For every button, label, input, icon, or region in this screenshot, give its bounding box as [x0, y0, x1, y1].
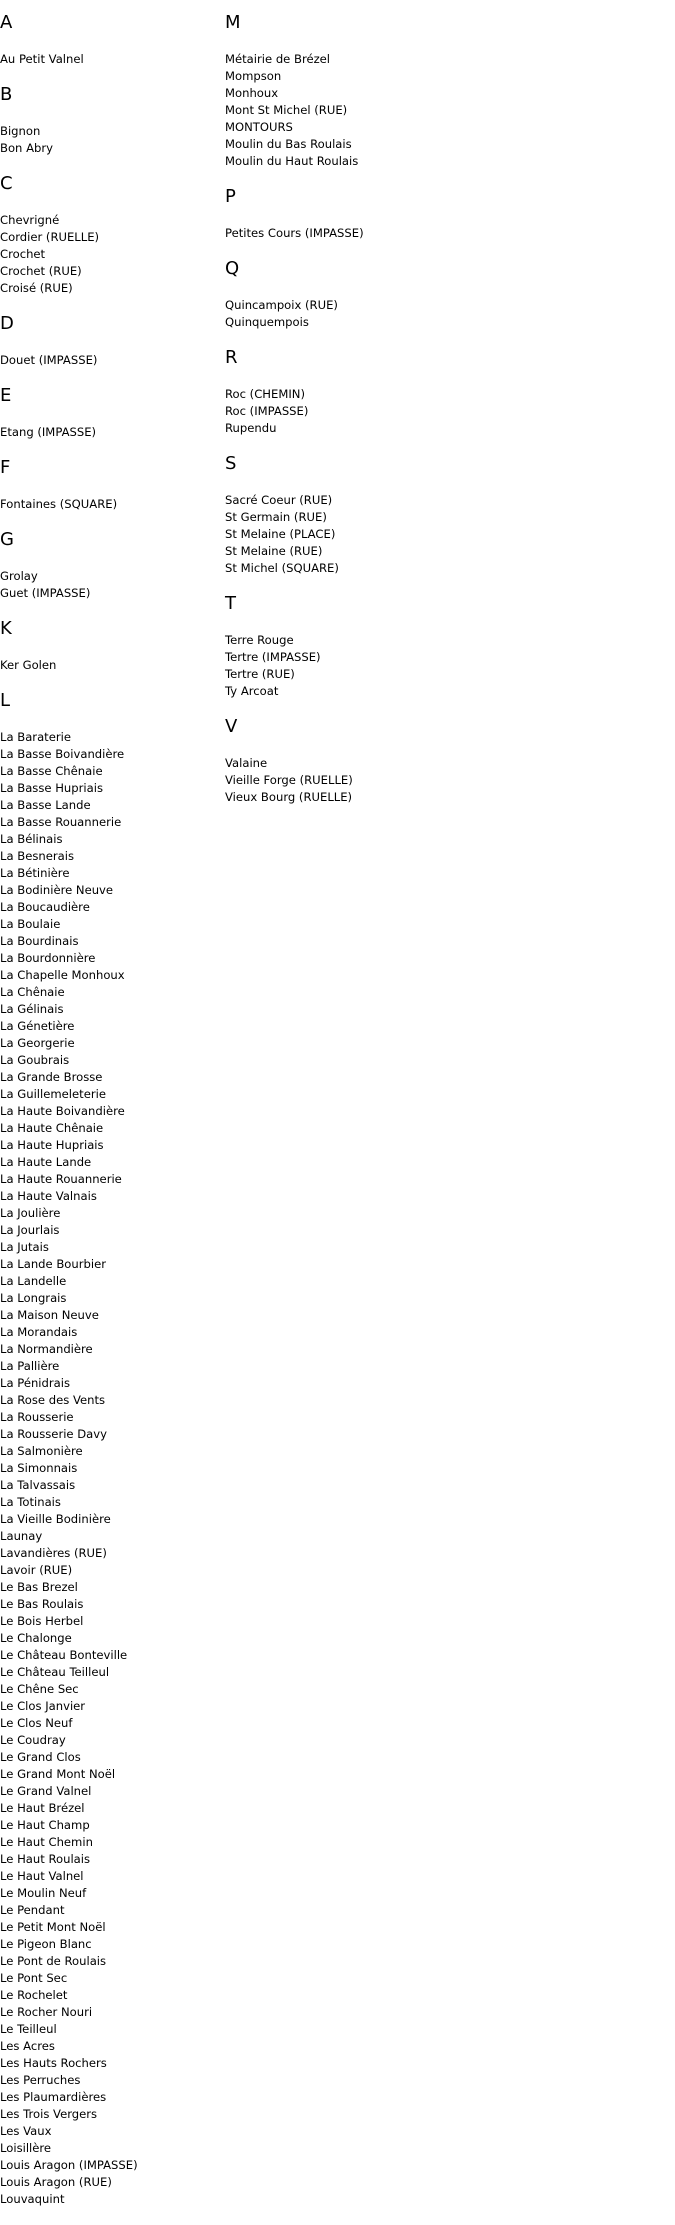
street-link[interactable]: La Basse Lande: [0, 798, 91, 812]
street-link[interactable]: Rupendu: [225, 421, 277, 435]
street-link[interactable]: La Salmonière: [0, 1444, 83, 1458]
street-link[interactable]: Sacré Coeur (RUE): [225, 493, 333, 507]
street-link[interactable]: La Haute Hupriais: [0, 1138, 104, 1152]
street-link[interactable]: La Haute Chênaie: [0, 1121, 104, 1135]
street-link[interactable]: Terre Rouge: [225, 633, 294, 647]
letter-heading: B: [0, 84, 13, 105]
street-link[interactable]: La Guillemeleterie: [0, 1087, 106, 1101]
letter-group-f: [0, 458, 225, 513]
street-link[interactable]: Vieille Forge (RUELLE): [225, 773, 353, 787]
street-link[interactable]: Crochet (RUE): [0, 264, 82, 278]
street-link[interactable]: La Basse Hupriais: [0, 781, 103, 795]
letter-group-m: [225, 13, 555, 170]
street-link[interactable]: La Joulière: [0, 1206, 61, 1220]
street-link[interactable]: Ty Arcoat: [225, 684, 279, 698]
street-link[interactable]: Le Moulin Neuf: [0, 1886, 87, 1900]
letter-group-p: [225, 187, 555, 242]
street-link[interactable]: Les Hauts Rochers: [0, 2056, 107, 2070]
street-link[interactable]: Le Haut Brézel: [0, 1801, 85, 1815]
street-link[interactable]: Les Perruches: [0, 2073, 81, 2087]
street-link[interactable]: La Longrais: [0, 1291, 67, 1305]
street-link[interactable]: Le Pendant: [0, 1903, 65, 1917]
letter-group-r: [225, 348, 555, 437]
street-link[interactable]: Le Chêne Sec: [0, 1682, 79, 1696]
street-link[interactable]: La Rose des Vents: [0, 1393, 106, 1407]
letter-heading: K: [0, 618, 12, 639]
street-link[interactable]: Louis Aragon (RUE): [0, 2175, 112, 2189]
street-link[interactable]: La Landelle: [0, 1274, 67, 1288]
street-link[interactable]: La Chênaie: [0, 985, 65, 999]
street-link[interactable]: Vieux Bourg (RUELLE): [225, 790, 353, 804]
street-link[interactable]: Chevrigné: [0, 213, 60, 227]
street-link[interactable]: La Talvassais: [0, 1478, 76, 1492]
letter-group-c: [0, 174, 225, 297]
street-link[interactable]: Le Pigeon Blanc: [0, 1937, 92, 1951]
street-link[interactable]: Guet (IMPASSE): [0, 586, 91, 600]
letter-group-s: [225, 454, 555, 577]
street-link[interactable]: La Rousserie: [0, 1410, 74, 1424]
street-link[interactable]: Le Grand Clos: [0, 1750, 81, 1764]
letter-group-t: [225, 594, 555, 700]
street-link[interactable]: Le Château Teilleul: [0, 1665, 110, 1679]
street-link[interactable]: Croisé (RUE): [0, 281, 73, 295]
letter-group-d: [0, 314, 225, 369]
letter-heading: E: [0, 385, 12, 406]
street-link[interactable]: Le Coudray: [0, 1733, 66, 1747]
street-link[interactable]: La Bélinais: [0, 832, 63, 846]
street-link[interactable]: Etang (IMPASSE): [0, 425, 97, 439]
street-link[interactable]: Valaine: [225, 756, 268, 770]
street-link[interactable]: La Haute Boivandière: [0, 1104, 125, 1118]
street-link[interactable]: Lavoir (RUE): [0, 1563, 73, 1577]
street-link[interactable]: Métairie de Brézel: [225, 52, 331, 66]
street-link[interactable]: La Besnerais: [0, 849, 74, 863]
street-link[interactable]: La Normandière: [0, 1342, 93, 1356]
left-column: [0, 0, 225, 2208]
street-link[interactable]: Le Grand Mont Noël: [0, 1767, 116, 1781]
street-link[interactable]: Fontaines (SQUARE): [0, 497, 118, 511]
street-link[interactable]: La Baraterie: [0, 730, 71, 744]
street-link[interactable]: Le Clos Janvier: [0, 1699, 86, 1713]
street-link[interactable]: Le Rochelet: [0, 1988, 68, 2002]
street-link[interactable]: Grolay: [0, 569, 38, 583]
street-link[interactable]: La Pénidrais: [0, 1376, 71, 1390]
street-link[interactable]: La Lande Bourbier: [0, 1257, 106, 1271]
street-link[interactable]: St Germain (RUE): [225, 510, 327, 524]
street-link[interactable]: Loisillère: [0, 2141, 52, 2155]
street-link[interactable]: La Bétinière: [0, 866, 70, 880]
street-link[interactable]: La Basse Chênaie: [0, 764, 103, 778]
street-link[interactable]: Cordier (RUELLE): [0, 230, 100, 244]
street-link[interactable]: La Bourdinais: [0, 934, 79, 948]
street-link[interactable]: La Jutais: [0, 1240, 49, 1254]
street-link[interactable]: La Haute Lande: [0, 1155, 92, 1169]
street-link[interactable]: La Grande Brosse: [0, 1070, 103, 1084]
street-link[interactable]: Le Haut Valnel: [0, 1869, 84, 1883]
letter-heading: M: [225, 12, 241, 33]
street-link[interactable]: Moulin du Haut Roulais: [225, 154, 359, 168]
street-link[interactable]: Le Chalonge: [0, 1631, 72, 1645]
street-link[interactable]: La Bourdonnière: [0, 951, 96, 965]
street-link[interactable]: La Totinais: [0, 1495, 61, 1509]
street-link[interactable]: La Basse Rouannerie: [0, 815, 122, 829]
street-link[interactable]: MONTOURS: [225, 120, 293, 134]
letter-group-g: [0, 530, 225, 602]
street-link[interactable]: La Bodinière Neuve: [0, 883, 114, 897]
letter-group-k: [0, 619, 225, 674]
letter-heading: F: [0, 457, 11, 478]
letter-heading: G: [0, 529, 14, 550]
street-link[interactable]: Le Haut Champ: [0, 1818, 90, 1832]
street-link[interactable]: La Chapelle Monhoux: [0, 968, 125, 982]
street-link[interactable]: La Basse Boivandière: [0, 747, 125, 761]
street-link[interactable]: La Georgerie: [0, 1036, 75, 1050]
letter-heading: P: [225, 186, 236, 207]
street-link[interactable]: Les Vaux: [0, 2124, 52, 2138]
street-link[interactable]: La Jourlais: [0, 1223, 60, 1237]
street-link[interactable]: La Maison Neuve: [0, 1308, 99, 1322]
letter-heading: Q: [225, 258, 240, 279]
street-link[interactable]: La Boulaie: [0, 917, 61, 931]
letter-group-q: [225, 259, 555, 331]
street-link[interactable]: La Gélinais: [0, 1002, 64, 1016]
street-link[interactable]: Tertre (IMPASSE): [225, 650, 321, 664]
street-link[interactable]: La Vieille Bodinière: [0, 1512, 111, 1526]
street-link[interactable]: Le Pont de Roulais: [0, 1954, 107, 1968]
street-link[interactable]: Le Bois Herbel: [0, 1614, 84, 1628]
street-link[interactable]: St Michel (SQUARE): [225, 561, 339, 575]
street-link[interactable]: Roc (IMPASSE): [225, 404, 309, 418]
street-link[interactable]: La Boucaudière: [0, 900, 90, 914]
street-link[interactable]: St Melaine (PLACE): [225, 527, 336, 541]
street-link[interactable]: Quinquempois: [225, 315, 309, 329]
street-link[interactable]: Quincampoix (RUE): [225, 298, 338, 312]
street-link[interactable]: Tertre (RUE): [225, 667, 295, 681]
street-link[interactable]: Le Bas Roulais: [0, 1597, 84, 1611]
street-link[interactable]: Le Grand Valnel: [0, 1784, 92, 1798]
street-link[interactable]: La Génetière: [0, 1019, 75, 1033]
street-link[interactable]: Louis Aragon (IMPASSE): [0, 2158, 138, 2172]
street-link[interactable]: La Haute Valnais: [0, 1189, 97, 1203]
street-link[interactable]: La Haute Rouannerie: [0, 1172, 122, 1186]
letter-group-l: [0, 691, 225, 2208]
street-link[interactable]: Bignon: [0, 124, 41, 138]
street-link[interactable]: Monhoux: [225, 86, 279, 100]
street-link[interactable]: Le Château Bonteville: [0, 1648, 128, 1662]
street-link[interactable]: Les Trois Vergers: [0, 2107, 98, 2121]
letter-heading: L: [0, 690, 11, 711]
street-link[interactable]: Le Petit Mont Noël: [0, 1920, 106, 1934]
street-link[interactable]: Louvaquint: [0, 2192, 65, 2206]
street-link[interactable]: Les Acres: [0, 2039, 55, 2053]
street-link[interactable]: St Melaine (RUE): [225, 544, 323, 558]
street-link[interactable]: Douet (IMPASSE): [0, 353, 98, 367]
letter-group-v: [225, 717, 555, 806]
letter-heading: R: [225, 347, 238, 368]
letter-group-b: [0, 85, 225, 157]
street-link[interactable]: Bon Abry: [0, 141, 53, 155]
street-link[interactable]: Le Pont Sec: [0, 1971, 68, 1985]
street-link[interactable]: La Morandais: [0, 1325, 78, 1339]
street-link[interactable]: Les Plaumardières: [0, 2090, 107, 2104]
street-link[interactable]: Lavandières (RUE): [0, 1546, 107, 1560]
letter-heading: T: [225, 593, 236, 614]
street-link[interactable]: Le Haut Roulais: [0, 1852, 91, 1866]
street-link[interactable]: Le Clos Neuf: [0, 1716, 73, 1730]
street-link[interactable]: La Goubrais: [0, 1053, 70, 1067]
street-link[interactable]: La Pallière: [0, 1359, 60, 1373]
street-link[interactable]: Petites Cours (IMPASSE): [225, 226, 364, 240]
letter-heading: S: [225, 453, 237, 474]
street-link[interactable]: Crochet: [0, 247, 46, 261]
street-link[interactable]: Ker Golen: [0, 658, 57, 672]
letter-heading: D: [0, 313, 14, 334]
street-link[interactable]: Le Bas Brezel: [0, 1580, 78, 1594]
street-link[interactable]: Mont St Michel (RUE): [225, 103, 348, 117]
street-link[interactable]: La Rousserie Davy: [0, 1427, 107, 1441]
letter-heading: C: [0, 173, 13, 194]
street-link[interactable]: Roc (CHEMIN): [225, 387, 305, 401]
street-link[interactable]: Au Petit Valnel: [0, 52, 84, 66]
street-link[interactable]: Moulin du Bas Roulais: [225, 137, 352, 151]
street-link[interactable]: Launay: [0, 1529, 43, 1543]
street-link[interactable]: Mompson: [225, 69, 282, 83]
letter-heading: V: [225, 716, 238, 737]
street-link[interactable]: Le Rocher Nouri: [0, 2005, 93, 2019]
letter-group-e: [0, 386, 225, 441]
street-link[interactable]: Le Teilleul: [0, 2022, 57, 2036]
letter-group-a: [0, 13, 225, 68]
street-link[interactable]: Le Haut Chemin: [0, 1835, 93, 1849]
letter-heading: A: [0, 12, 13, 33]
street-link[interactable]: La Simonnais: [0, 1461, 78, 1475]
right-column: [225, 0, 555, 806]
